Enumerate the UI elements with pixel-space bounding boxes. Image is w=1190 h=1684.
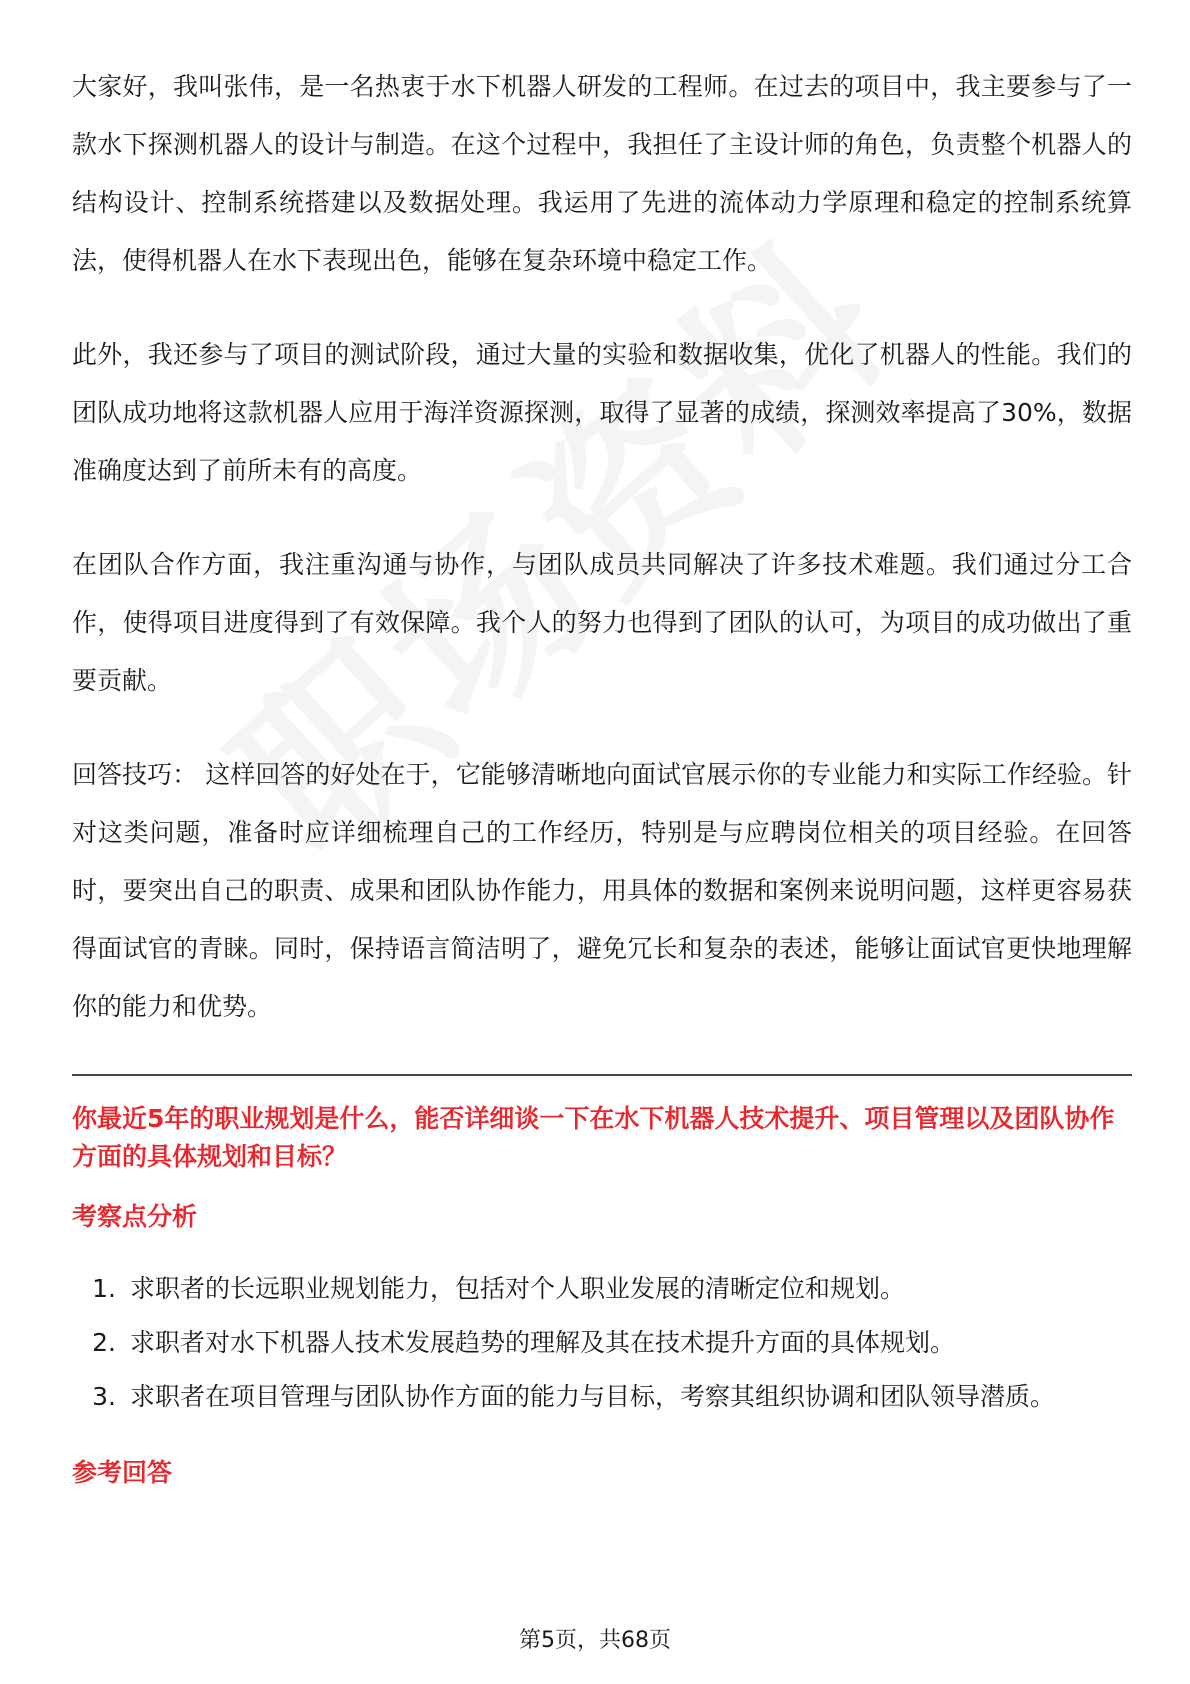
- list-item: [72, 1316, 1132, 1370]
- list-number: 2.: [92, 1328, 116, 1357]
- list-item: [72, 1370, 1132, 1424]
- analysis-heading: 考察点分析: [72, 1202, 198, 1231]
- list-item-text: 求职者在项目管理与团队协作方面的能力与目标，考察其组织协调和团队领导潜质。: [130, 1382, 1056, 1411]
- body-paragraph: 在团队合作方面，我注重沟通与协作，与团队成员共同解决了许多技术难题。我们通过分工合作，使得项目进度得到了有效保障。我个人的努力也得到了团队的认可，为项目的成功做出了重要贡献。: [72, 550, 1132, 695]
- reference-answer-heading: 参考回答: [72, 1458, 173, 1487]
- body-paragraph: 此外，我还参与了项目的测试阶段，通过大量的实验和数据收集，优化了机器人的性能。我们的团队成功地将这款机器人应用于海洋资源探测，取得了显著的成绩，探测效率提高了30%，数据准确度达到了前所未有的高度。: [72, 340, 1132, 485]
- page-content: [72, 58, 1132, 1518]
- section-divider: [72, 1074, 1132, 1076]
- analysis-list: [72, 1262, 1132, 1424]
- list-number: 3.: [92, 1382, 116, 1411]
- question-heading: 你最近5年的职业规划是什么，能否详细谈一下在水下机器人技术提升、项目管理以及团队协作方面的具体规划和目标？: [72, 1104, 1115, 1171]
- list-item: [72, 1262, 1132, 1316]
- body-paragraph: 大家好，我叫张伟，是一名热衷于水下机器人研发的工程师。在过去的项目中，我主要参与了一款水下探测机器人的设计与制造。在这个过程中，我担任了主设计师的角色，负责整个机器人的结构设计、控制系统搭建以及数据处理。我运用了先进的流体动力学原理和稳定的控制系统算法，使得机器人在水下表现出色，能够在复杂环境中稳定工作。: [72, 72, 1132, 275]
- list-item-text: 求职者的长远职业规划能力，包括对个人职业发展的清晰定位和规划。: [130, 1274, 906, 1303]
- list-item-text: 求职者对水下机器人技术发展趋势的理解及其在技术提升方面的具体规划。: [130, 1328, 956, 1357]
- answer-tips-paragraph: 回答技巧： 这样回答的好处在于，它能够清晰地向面试官展示你的专业能力和实际工作经验。针对这类问题，准备时应详细梳理自己的工作经历，特别是与应聘岗位相关的项目经验。在回答时，要突出自己的职责、成果和团队协作能力，用具体的数据和案例来说明问题，这样更容易获得面试官的青睐。同时，保持语言简洁明了，避免冗长和复杂的表述，能够让面试官更快地理解你的能力和优势。: [72, 760, 1132, 1021]
- page-footer: 第5页，共68页: [519, 1628, 671, 1653]
- list-number: 1.: [92, 1274, 116, 1303]
